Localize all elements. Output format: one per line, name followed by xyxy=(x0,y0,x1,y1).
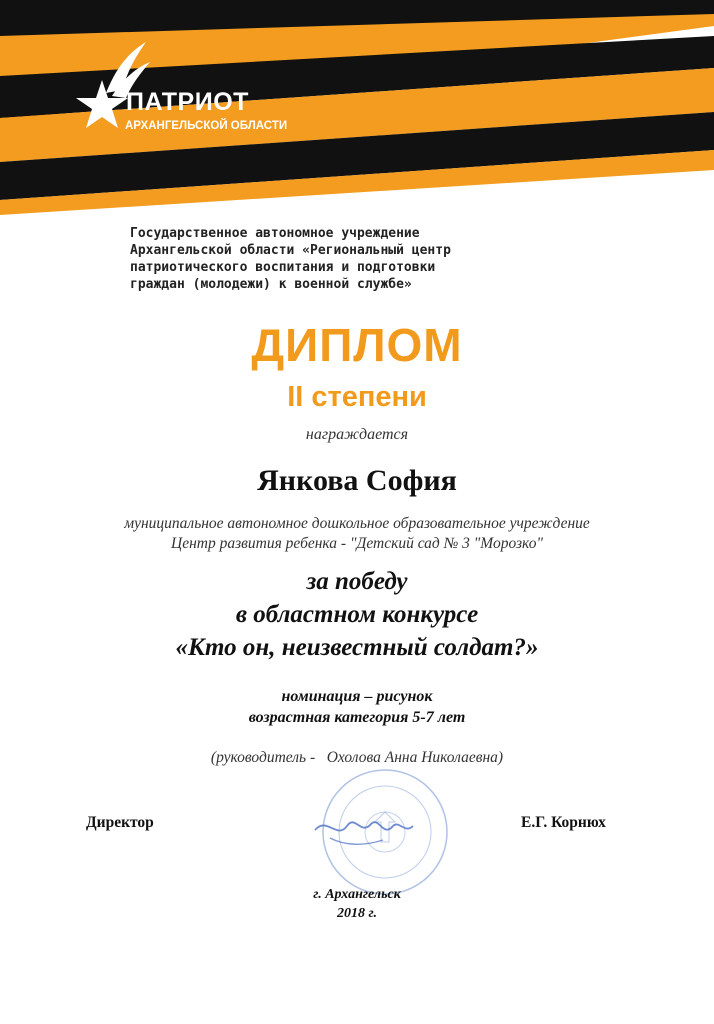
recipient-name: Янкова София xyxy=(257,464,457,497)
institution-line: патриотического воспитания и подготовки xyxy=(130,260,436,275)
institution-line: граждан (молодежи) к военной службе» xyxy=(130,277,412,292)
nomination-line: возрастная категория 5-7 лет xyxy=(248,709,466,726)
official-stamp-icon xyxy=(285,760,455,900)
award-reason xyxy=(0,565,714,664)
diploma-degree: II степени xyxy=(287,381,427,413)
awarded-text: награждается xyxy=(305,426,409,443)
place-and-date xyxy=(0,885,714,923)
recipient-organization xyxy=(0,514,714,554)
diploma-title: ДИПЛОМ xyxy=(251,319,463,371)
organization-line: муниципальное автономное дошкольное образовательное учреждение xyxy=(124,515,590,532)
organization-line: Центр развития ребенка - "Детский сад № 3 "Морозко" xyxy=(171,535,543,552)
institution-line: Государственное автономное учреждение xyxy=(130,226,420,241)
city: г. Архангельск xyxy=(313,887,401,902)
logo-title: ПАТРИОТ xyxy=(126,88,249,116)
director-name: Е.Г. Корнюх xyxy=(521,814,606,831)
nomination xyxy=(0,686,714,728)
year: 2018 г. xyxy=(337,906,377,921)
reason-line: за победу xyxy=(306,568,408,595)
reason-line: «Кто он, неизвестный солдат?» xyxy=(175,634,539,661)
director-label: Директор xyxy=(86,814,154,831)
supervisor: (руководитель - Охолова Анна Николаевна) xyxy=(210,749,504,766)
nomination-line: номинация – рисунок xyxy=(281,688,433,705)
reason-line: в областном конкурсе xyxy=(235,601,479,628)
institution-line: Архангельской области «Региональный центр xyxy=(130,243,451,258)
logo-subtitle: АРХАНГЕЛЬСКОЙ ОБЛАСТИ xyxy=(125,120,288,132)
institution-name xyxy=(130,225,570,293)
